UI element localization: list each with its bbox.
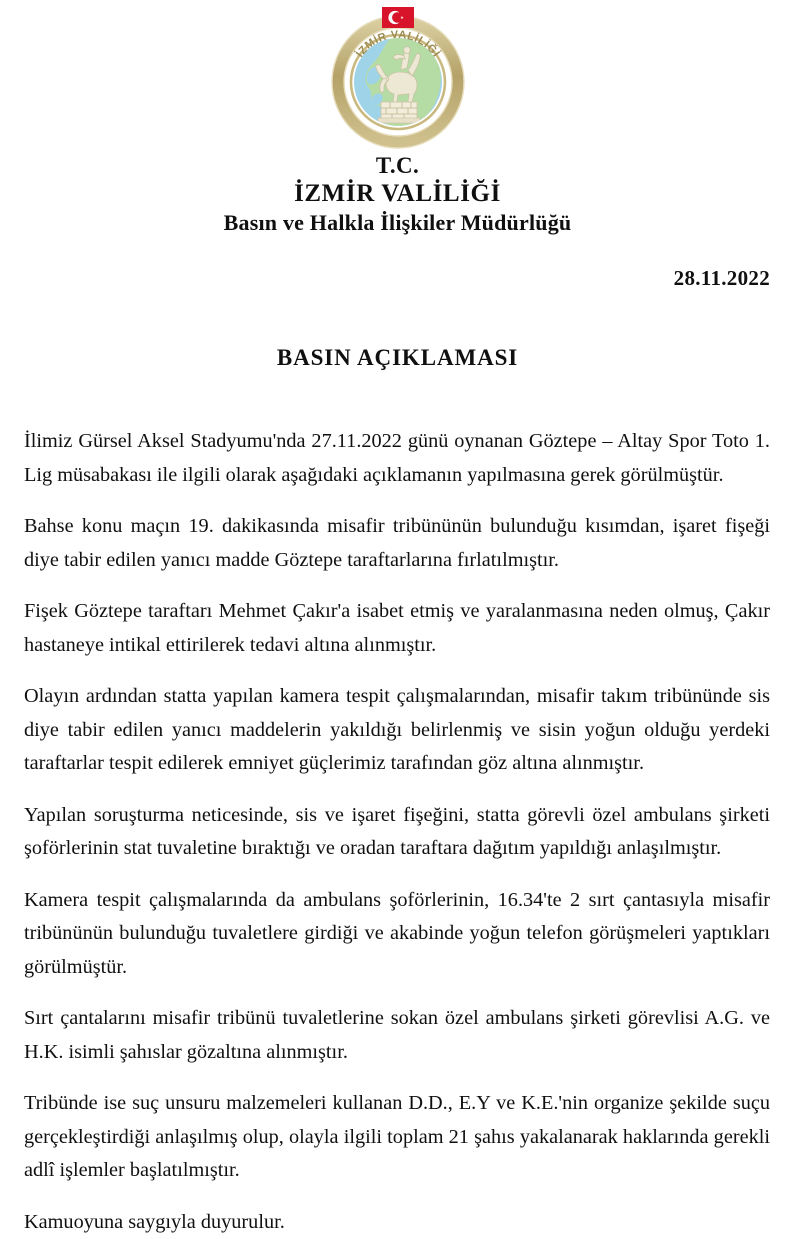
paragraph: Yapılan soruşturma neticesinde, sis ve işaret fişeğini, statta görevli özel ambulans şirketi şoförlerinin stat tuvaletine bıraktığı ve oradan taraftara dağıtım yapıldığı anlaşılmıştır. [24,799,770,866]
header-governorship-line: İZMİR VALİLİĞİ [0,179,795,209]
closing-statement: Kamuoyuna saygıyla duyurulur. [24,1206,770,1239]
paragraph: Tribünde ise suç unsuru malzemeleri kullanan D.D., E.Y ve K.E.'nin organize şekilde suçu gerçekleştirdiği anlaşılmış olup, olayla ilgili toplam 21 şahıs yakalanarak haklarında gerekli adlî işlemler başlatılmıştır. [24,1087,770,1188]
header-directorate-line: Basın ve Halkla İlişkiler Müdürlüğü [0,210,795,236]
paragraph: Kamera tespit çalışmalarında da ambulans şoförlerinin, 16.34'te 2 sırt çantasıyla misafir tribününün bulunduğu tuvaletlere girdiği ve akabinde yoğun telefon görüşmeleri yaptıkları görülmüştür. [24,884,770,985]
paragraph: Bahse konu maçın 19. dakikasında misafir tribününün bulunduğu kısımdan, işaret fişeği diye tabir edilen yanıcı madde Göztepe taraftarlarına fırlatılmıştır. [24,510,770,577]
document-body [24,425,770,1239]
turkish-flag-icon [382,7,414,28]
emblem-container [0,6,795,152]
document-header [0,152,795,236]
izmir-governorship-seal-icon [324,6,472,150]
paragraph: İlimiz Gürsel Aksel Stadyumu'nda 27.11.2022 günü oynanan Göztepe – Altay Spor Toto 1. Lig müsabakası ile ilgili olarak aşağıdaki açıklamanın yapılmasına gerek görülmüştür. [24,425,770,492]
paragraph: Sırt çantalarını misafir tribünü tuvaletlerine sokan özel ambulans şirketi görevlisi A.G. ve H.K. isimli şahıslar gözaltına alınmıştır. [24,1002,770,1069]
header-republic-line: T.C. [0,152,795,179]
document-date: 28.11.2022 [674,266,770,291]
paragraph: Olayın ardından statta yapılan kamera tespit çalışmalarından, misafir takım tribününde sis diye tabir edilen yanıcı maddelerin yakıldığı belirlenmiş ve sisin yoğun olduğu yerdeki taraftarlar tespit edilerek emniyet güçlerimiz tarafından göz altına alınmıştır. [24,680,770,781]
seal-ring-text: İZMİR VALİLİĞİ [353,29,443,60]
page-title: BASIN AÇIKLAMASI [0,345,795,371]
paragraph: Fişek Göztepe taraftarı Mehmet Çakır'a isabet etmiş ve yaralanmasına neden olmuş, Çakır hastaneye intikal ettirilerek tedavi altına alınmıştır. [24,595,770,662]
